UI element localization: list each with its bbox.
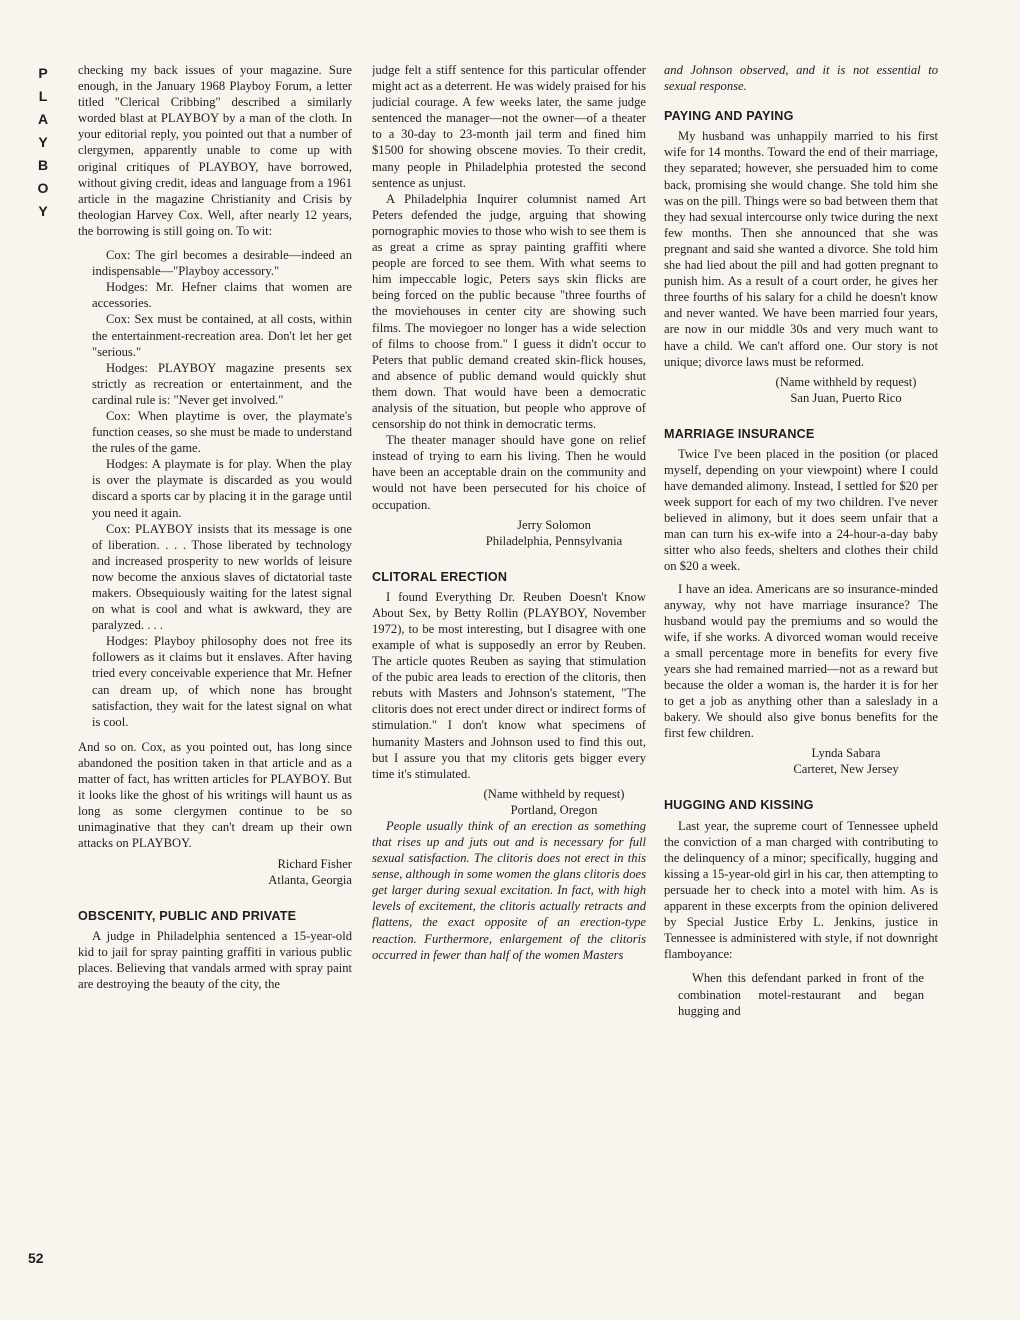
column-1 <box>78 62 352 1282</box>
signature <box>372 786 646 818</box>
signature <box>372 517 646 549</box>
letter-paragraph: I have an idea. Americans are so insurance-minded anyway, why not have marriage insurance? The husband would pay the premiums and so would the wife, if she works. A divorced woman would receive a small percentage more in benefits for every five years she had remained married—not as a reward but because the older a woman is, the harder it is for her to get a job as anything other than a saleslady in a bakery. We should also give bonus benefits for the first few children. <box>664 581 938 741</box>
letter-paragraph: Last year, the supreme court of Tennessee upheld the conviction of a man charged with contributing to the delinquency of a minor; specifically, hugging and kissing a 15-year-old girl in his car, then attempting to persuade her to check into a motel with him. As is apparent in these excerpts from the opinion delivered by Special Justice Erby L. Jenkins, justice in Tennessee is administered with style, if not downright flamboyance: <box>664 818 938 962</box>
quote-paragraph: Cox: Sex must be contained, at all costs, within the entertainment-recreation area. Don't let her get "serious." <box>92 312 352 359</box>
section-heading: HUGGING AND KISSING <box>664 798 814 813</box>
editor-reply <box>664 62 938 94</box>
reply-paragraph: People usually think of an erection as something that rises up and juts out and is necessary for full sexual satisfaction. The clitoris does not erect in this sense, although in some women the glans clitoris does get larger during sexual excitation. In fact, with high levels of excitement, the clitoris actually retracts and flattens, the exact opposite of an erection-type reaction. Furthermore, enlargement of the clitoris occurred in fewer than half of the women Masters <box>372 818 646 962</box>
letter-paragraph: Twice I've been placed in the position (or placed myself, depending on your viewpoint) where I could have demanded alimony. Instead, I settled for $20 per week support for each of my two children. I've never believed in alimony, but it does seem unfair that a man can turn his ex-wife into a 24-hour-a-day baby sitter who also feeds, shelters and clothes their child on $20 a week. <box>664 446 938 574</box>
quote-paragraph: When this defendant parked in front of the combination motel-restaurant and began hugging and <box>678 971 924 1018</box>
masthead-letter: Y <box>38 203 48 219</box>
column-2 <box>372 62 646 1282</box>
quote-paragraph: Cox: PLAYBOY insists that its message is one of liberation. . . . Those liberated by technology and increased prosperity to new worlds of leisure now become the anxious slaves of dictatorial taste makers. Obsequiously waiting for the latest signal on what is cool and what is awkward, they are paralyzed. . . . <box>92 521 352 633</box>
section-heading: MARRIAGE INSURANCE <box>664 426 815 441</box>
editor-reply <box>372 818 646 963</box>
reply-paragraph: and Johnson observed, and it is not essential to sexual response. <box>664 63 938 94</box>
vertical-masthead <box>30 62 56 223</box>
signature-place: Philadelphia, Pennsylvania <box>485 533 623 548</box>
letter-paragraph: My husband was unhappily married to his first wife for 14 months. Toward the end of their marriage, they separated; however, she persuaded him to come back, promising she would change. She told him she was on the pill. Things were so bad between them that they had sexual intercourse only twice during the next few months. Then she announced that she was pregnant and said she wanted a divorce. She told him she had lied about the pill and had gotten pregnant to punish him. As a result of a court order, he gives her three fourths of his salary for a child he doesn't know and never wanted. We have been married four years, are now in our middle 30s and very much want to have a child. We can't afford one. Our story is not unique; divorce laws must be reformed. <box>664 129 938 369</box>
quote-paragraph: Hodges: PLAYBOY magazine presents sex strictly as recreation or entertainment, and the cardinal rule is: "Never get involved." <box>92 360 352 407</box>
quote-paragraph: Cox: The girl becomes a desirable—indeed an indispensable—"Playboy accessory." <box>92 248 352 279</box>
page-number: 52 <box>28 1250 44 1266</box>
letter-paragraph: judge felt a stiff sentence for this particular offender might act as a deterrent. He was widely praised for his judicial courage. A few weeks later, the same judge sentenced the manager—not the owner—of a theater to a 30-day to 23-month jail term and fined him $1500 for showing obscene movies. To their credit, many people in Philadelphia protested the second sentence as unjust. <box>372 63 646 190</box>
signature <box>664 745 938 777</box>
court-opinion-quote <box>664 970 938 1018</box>
quote-paragraph: Hodges: Mr. Hefner claims that women are accessories. <box>92 280 352 311</box>
masthead-letter: B <box>37 157 49 173</box>
letter-paragraph: And so on. Cox, as you pointed out, has long since abandoned the position taken in that article and as a matter of fact, has written articles for PLAYBOY. But it looks like the ghost of his writings will haunt us as long as some clergymen continue to be so unimaginative that they can't dream up their own attacks on PLAYBOY. <box>78 739 352 851</box>
letter-paragraph: checking my back issues of your magazine. Sure enough, in the January 1968 Playboy Forum, a letter titled "Clerical Cribbing" described a similarly worded blast at PLAYBOY by a man of the cloth. In your editorial reply, you pointed out that a number of clergymen, apparently unable to come up with original critiques of PLAYBOY, have borrowed, without giving credit, ideas and language from a 1961 article in the magazine Christianity and Crisis by theologian Harvey Cox. Well, after nearly 12 years, the borrowing is still going on. To wit: <box>78 63 352 238</box>
signature <box>78 856 352 888</box>
section-heading: CLITORAL ERECTION <box>372 569 508 584</box>
masthead-letter: Y <box>38 134 48 150</box>
quote-paragraph: Hodges: A playmate is for play. When the play is over the playmate is discarded as you would discard a sports car by placing it in the garage until you need it again. <box>92 457 352 520</box>
signature-place: San Juan, Puerto Rico <box>790 390 902 405</box>
letter-paragraph: I found Everything Dr. Reuben Doesn't Know About Sex, by Betty Rollin (PLAYBOY, November 1972), to be most interesting, but I disagree with one example of what is supposedly an error by Reuben. The article quotes Reuben as saying that stimulation of the pubic area leads to erection of the clitoris, then rebuts with Masters and Johnson's statement, "The clitoris does not erect under direct or indirect forms of stimulation." I don't know what specimens of humanity Masters and Johnson used to find this out, but I assure you that my clitoris gets bigger every time it's stimulated. <box>372 589 646 781</box>
signature-name: Jerry Solomon <box>517 517 591 532</box>
masthead-letter: P <box>38 65 48 81</box>
signature-name: (Name withheld by request) <box>775 374 917 389</box>
signature-place: Carteret, New Jersey <box>793 762 899 777</box>
letter-paragraph: A judge in Philadelphia sentenced a 15-year-old kid to jail for spray painting graffiti in various public places. Believing that vandals armed with spray paint are destroying the beauty of the city, the <box>78 928 352 991</box>
signature-place: Atlanta, Georgia <box>268 872 352 887</box>
signature <box>664 374 938 406</box>
signature-name: (Name withheld by request) <box>483 786 625 801</box>
masthead-letter: A <box>37 111 49 127</box>
comparison-quotes <box>78 247 352 730</box>
masthead-letter: O <box>37 180 49 196</box>
signature-place: Portland, Oregon <box>510 802 598 817</box>
masthead-letter: L <box>38 88 48 104</box>
letter-paragraph: The theater manager should have gone on relief instead of trying to earn his living. Then he would have been an acceptable drain on the community and would not have been persecuted for his choice of occupation. <box>372 433 646 512</box>
section-heading: OBSCENITY, PUBLIC AND PRIVATE <box>78 908 297 923</box>
signature-name: Lynda Sabara <box>811 746 881 761</box>
quote-paragraph: Hodges: Playboy philosophy does not free its followers as it claims but it enslaves. After having tried every conceivable experience that Mr. Hefner can dream up, of which none has brought satisfaction, they wait for the latest signal on what is cool. <box>92 634 352 729</box>
column-3 <box>664 62 938 1282</box>
letter-paragraph: A Philadelphia Inquirer columnist named Art Peters defended the judge, arguing that showing pornographic movies to those who wish to see them is as great a crime as spray painting graffiti where people are forced to see them. With what seems to him impeccable logic, Peters says skin flicks are being forced on the public because "three fourths of the moviehouses in center city are showing such films. The moviegoer no longer has a wide selection of films to choose from." I guess it didn't occur to Peters that public demand created skin-flick houses, and absence of public demand would quickly shut them down. That would have been a democratic analysis of the situation, but people who approve of censorship do not think in democratic terms. <box>372 191 646 432</box>
quote-paragraph: Cox: When playtime is over, the playmate's function ceases, so she must be made to understand the rules of the game. <box>92 408 352 456</box>
signature-name: Richard Fisher <box>277 856 352 871</box>
section-heading: PAYING AND PAYING <box>664 109 794 124</box>
